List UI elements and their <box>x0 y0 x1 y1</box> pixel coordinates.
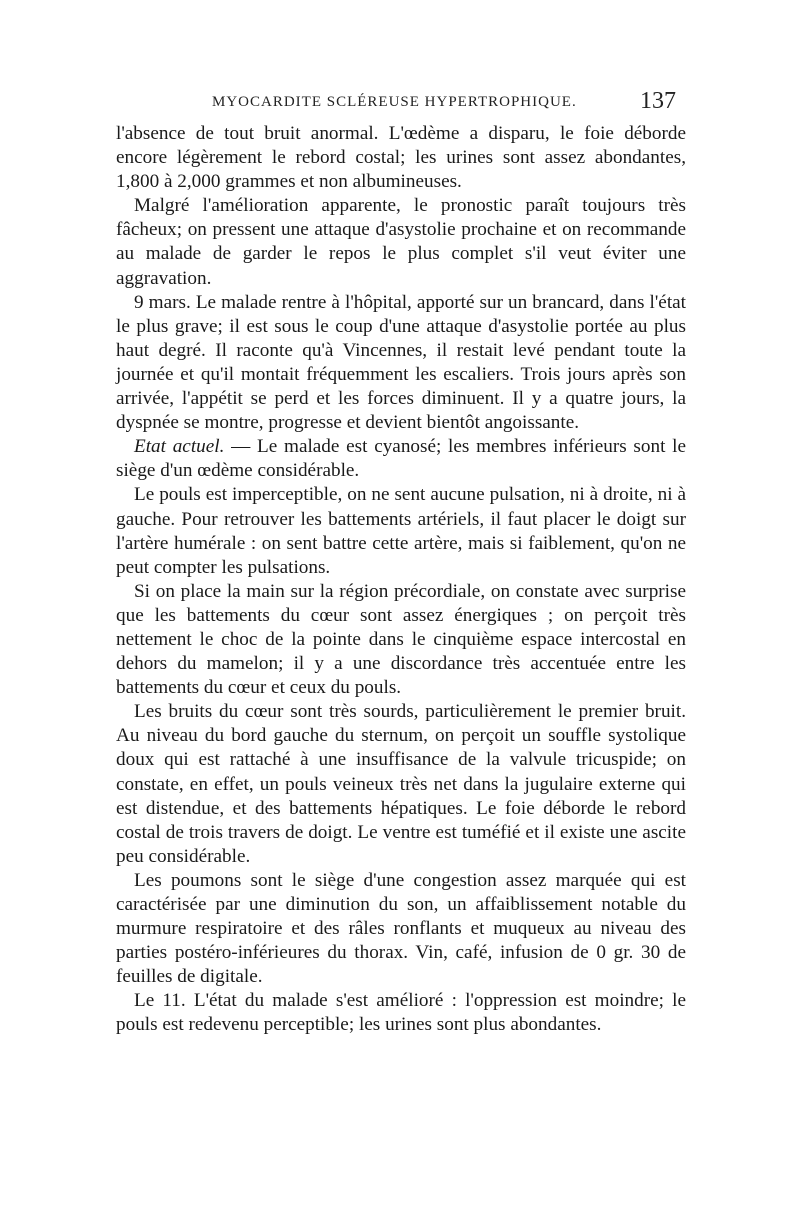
paragraph-7 <box>116 700 686 869</box>
paragraph-3-text: 9 mars. Le malade rentre à l'hôpital, apporté sur un brancard, dans l'état le plus grave; il est sous le coup d'une attaque d'asystolie portée au plus haut degré. Il raconte qu'à Vincennes, il restait levé pendant toute la journée et qu'il montait fréquemment les escaliers. Trois jours après son arrivée, l'appétit se perd et les forces diminuent. Il y a quatre jours, la dyspnée se montre, progresse et devient bientôt angoissante. <box>116 291 686 434</box>
paragraph-6-text: Si on place la main sur la région précordiale, on constate avec surprise que les battements du cœur sont assez énergiques ; on perçoit très nettement le choc de la pointe dans le cinquième espace intercostal en dehors du mamelon; il y a une discordance très accentuée entre les battements du cœur et ceux du pouls. <box>116 580 686 699</box>
paragraph-9-text: Le 11. L'état du malade s'est amélioré : l'oppression est moindre; le pouls est redevenu perceptible; les urines sont plus abondantes. <box>116 990 686 1036</box>
paragraph-5-text: Le pouls est imperceptible, on ne sent aucune pulsation, ni à droite, ni à gauche. Pour retrouver les battements artériels, il faut placer le doigt sur l'artère humérale : on sent battre cette artère, mais si faiblement, qu'on ne peut compter les pulsations. <box>116 484 686 578</box>
paragraph-3 <box>116 291 686 436</box>
paragraph-7-text: Les bruits du cœur sont très sourds, particulièrement le premier bruit. Au niveau du bord gauche du sternum, on perçoit un souffle systolique doux qui est rattaché à une insuffisance de la valvule tricuspide; on constate, en effet, un pouls veineux très net dans la jugulaire externe qui est distendue, et des battements hépatiques. Le foie déborde le rebord costal de trois travers de doigt. Le ventre est tuméfié et il existe une ascite peu considérable. <box>116 701 686 867</box>
paragraph-2-text: Malgré l'amélioration apparente, le pronostic paraît toujours très fâcheux; on pressent une attaque d'asystolie prochaine et on recommande au malade de garder le repos le plus complet s'il veut éviter une aggravation. <box>116 195 686 289</box>
paragraph-8-text: Les poumons sont le siège d'une congestion assez marquée qui est caractérisée par une diminution du son, un affaiblissement notable du murmure respiratoire et des râles ronflants et muqueux au niveau des parties postéro-inférieures du thorax. Vin, café, infusion de 0 gr. 30 de feuilles de digitale. <box>116 869 686 988</box>
body-text <box>116 122 686 1038</box>
paragraph-6 <box>116 580 686 700</box>
page-number: 137 <box>640 88 676 114</box>
paragraph-1-text: l'absence de tout bruit anormal. L'œdème a disparu, le foie déborde encore légèrement le rebord costal; les urines sont assez abondantes, 1,800 à 2,000 grammes et non albumineuses. <box>116 123 686 193</box>
paragraph-8 <box>116 869 686 989</box>
paragraph-5 <box>116 483 686 579</box>
paragraph-1 <box>116 122 686 194</box>
paragraph-4 <box>116 435 686 483</box>
section-label: Etat actuel. <box>134 436 225 458</box>
paragraph-9 <box>116 989 686 1037</box>
paragraph-4-text: — Le malade est cyanosé; les membres inférieurs sont le siège d'un œdème considérable. <box>116 436 686 482</box>
paragraph-2 <box>116 194 686 290</box>
running-head: MYOCARDITE SCLÉREUSE HYPERTROPHIQUE. <box>212 94 577 110</box>
